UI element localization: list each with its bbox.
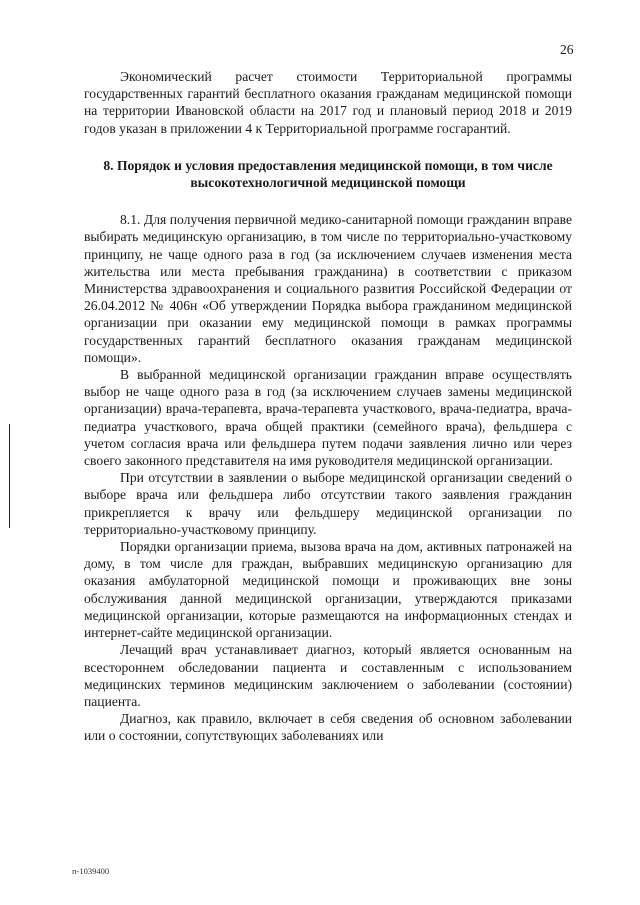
paragraph-no-choice: При отсутствии в заявлении о выборе медицинской организации сведений о выборе врача или фельдшера либо отсутствии такого заявления гражданин прикрепляется к врачу или фельдшеру медицинской организации по территориально-участковому принципу.: [84, 470, 572, 537]
footer-code: п-1039400: [72, 866, 110, 876]
page-number: 26: [560, 42, 574, 57]
paragraph-diagnosis-content: Диагноз, как правило, включает в себя сведения об основном заболевании или о состоянии, сопутствующих заболеваниях или: [84, 711, 572, 744]
paragraph-diagnosis: Лечащий врач устанавливает диагноз, который является основанным на всестороннем обследовании пациента и составленным с использованием медицинских терминов медицинским заключением о заболевании (состоянии) пациента.: [84, 642, 572, 709]
margin-mark: [9, 424, 10, 528]
page-content: [84, 68, 572, 745]
section-heading: 8. Порядок и условия предоставления медицинской помощи, в том числе высокотехнологичной медицинской помощи: [103, 157, 553, 191]
paragraph-8-1: 8.1. Для получения первичной медико-санитарной помощи гражданин вправе выбирать медицинскую организацию, в том числе по территориально-участковому принципу, не чаще одного раза в год (за исключением случаев изменения места жительства или места пребывания гражданина) в соответствии с приказом Министерства здравоохранения и социального развития Российской Федерации от 26.04.2012 № 406н «Об утверждении Порядка выбора гражданином медицинской организации при оказании ему медицинской помощи в рамках программы государственных гарантий бесплатного оказания гражданам медицинской помощи».: [84, 212, 572, 365]
paragraph-doctor-choice: В выбранной медицинской организации гражданин вправе осуществлять выбор не чаще одного раза в год (за исключением случаев замены медицинской организации) врача-терапевта, врача-терапевта участкового, врача-педиатра, врача-педиатра участкового, врача общей практики (семейного врача), фельдшера с учетом согласия врача или фельдшера путем подачи заявления лично или через своего законного представителя на имя руководителя медицинской организации.: [84, 367, 572, 469]
paragraph-reception-order: Порядки организации приема, вызова врача на дом, активных патронажей на дому, в том числе для граждан, выбравших медицинскую организацию для оказания амбулаторной медицинской помощи и проживающих вне зоны обслуживания данной медицинской организации, утверждаются приказами медицинской организации, которые размещаются на информационных стендах и интернет-сайте медицинской организации.: [84, 539, 572, 641]
intro-paragraph: Экономический расчет стоимости Территориальной программы государственных гарантий бесплатного оказания гражданам медицинской помощи на территории Ивановской области на 2017 год и плановый период 2018 и 2019 годов указан в приложении 4 к Территориальной программе госгарантий.: [84, 69, 572, 136]
